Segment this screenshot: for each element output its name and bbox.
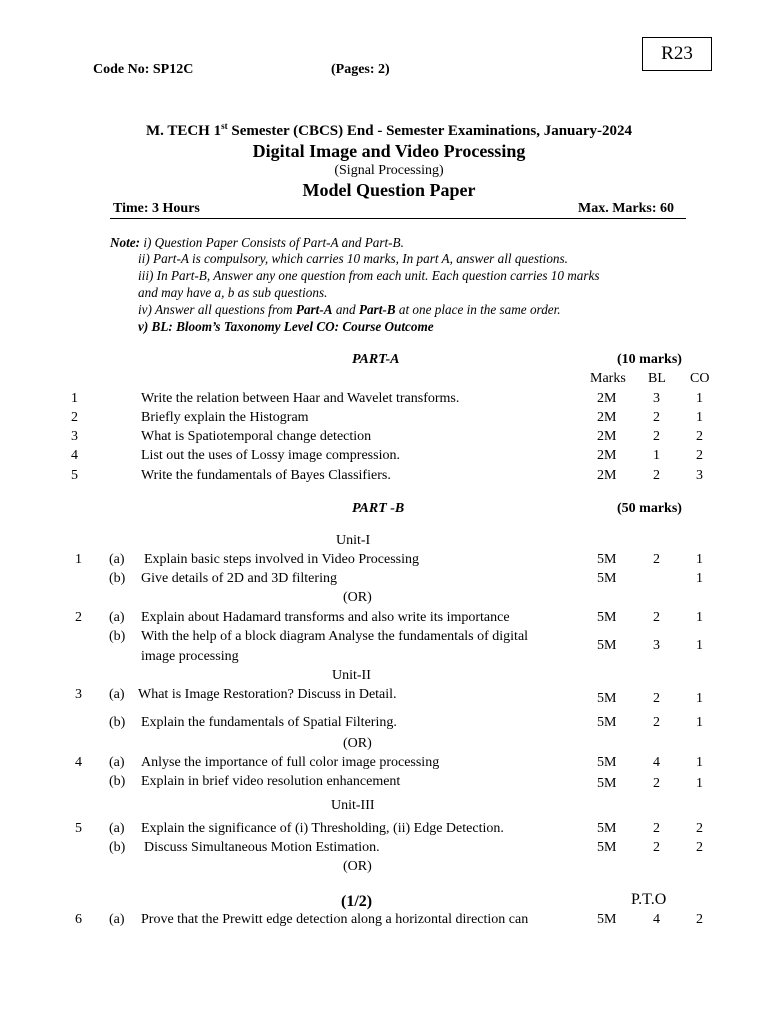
exam-title-sup: st xyxy=(221,121,228,131)
code-number: Code No: SP12C xyxy=(93,62,194,77)
question-marks: 5M xyxy=(597,571,617,586)
unit-1-heading: Unit-I xyxy=(336,533,371,548)
question-text: What is Image Restoration? Discuss in Detail. xyxy=(138,687,397,702)
question-co: 2 xyxy=(696,429,703,444)
question-text: Briefly explain the Histogram xyxy=(141,410,309,425)
question-co: 2 xyxy=(696,448,703,463)
question-bl: 4 xyxy=(653,755,660,770)
subpart-label: (a) xyxy=(109,755,125,770)
question-bl: 2 xyxy=(653,715,660,730)
paper-type: Model Question Paper xyxy=(302,180,476,200)
question-co: 1 xyxy=(696,776,703,791)
subpart-label: (b) xyxy=(109,774,126,789)
col-header-bl: BL xyxy=(648,371,666,386)
question-number: 2 xyxy=(71,410,78,425)
subpart-label: (b) xyxy=(109,715,126,730)
question-text: Prove that the Prewitt edge detection along a horizontal direction can xyxy=(141,912,529,927)
or-separator: (OR) xyxy=(343,590,372,605)
question-text: Explain about Hadamard transforms and also write its importance xyxy=(141,610,510,625)
note-4-mid: and xyxy=(332,302,359,317)
exam-duration: Time: 3 Hours xyxy=(113,201,200,216)
question-co: 2 xyxy=(696,912,703,927)
question-marks: 5M xyxy=(597,821,617,836)
question-text: Write the relation between Haar and Wavelet transforms. xyxy=(141,391,460,406)
subpart-label: (b) xyxy=(109,840,126,855)
question-bl: 2 xyxy=(653,429,660,444)
question-number: 1 xyxy=(75,552,82,567)
page-number: (1/2) xyxy=(341,893,373,910)
max-marks: Max. Marks: 60 xyxy=(578,201,675,216)
question-co: 1 xyxy=(696,410,703,425)
note-4-parta: Part-A xyxy=(295,302,333,317)
question-text-continued: image processing xyxy=(141,649,239,664)
regulation-badge: R23 xyxy=(642,37,712,71)
question-co: 1 xyxy=(696,715,703,730)
question-text: Explain the fundamentals of Spatial Filtering. xyxy=(141,715,397,730)
note-line-3: iii) In Part-B, Answer any one question from each unit. Each question carries 10 marks xyxy=(138,268,600,283)
or-separator: (OR) xyxy=(343,736,372,751)
question-text: Anlyse the importance of full color image processing xyxy=(141,755,440,770)
note-line-2: ii) Part-A is compulsory, which carries 10 marks, In part A, answer all questions. xyxy=(138,251,568,266)
question-marks: 5M xyxy=(597,776,617,791)
question-text: Discuss Simultaneous Motion Estimation. xyxy=(144,840,380,855)
question-co: 2 xyxy=(696,821,703,836)
question-text: Write the fundamentals of Bayes Classifiers. xyxy=(141,468,391,483)
question-number: 4 xyxy=(71,448,78,463)
question-text: Explain the significance of (i) Thresholding, (ii) Edge Detection. xyxy=(141,821,504,836)
question-co: 1 xyxy=(696,571,703,586)
question-bl: 2 xyxy=(653,840,660,855)
question-bl: 2 xyxy=(653,468,660,483)
note-4-partb: Part-B xyxy=(358,302,396,317)
subpart-label: (a) xyxy=(109,610,125,625)
note-line-1 xyxy=(110,235,404,251)
question-bl: 2 xyxy=(653,552,660,567)
question-marks: 5M xyxy=(597,610,617,625)
question-marks: 5M xyxy=(597,715,617,730)
col-header-marks: Marks xyxy=(590,371,626,386)
question-marks: 2M xyxy=(597,410,617,425)
question-bl: 2 xyxy=(653,610,660,625)
question-number: 6 xyxy=(75,912,82,927)
note-4-pre: iv) Answer all questions from xyxy=(138,302,296,317)
question-marks: 5M xyxy=(597,912,617,927)
question-text: Give details of 2D and 3D filtering xyxy=(141,571,337,586)
note-line-3b: and may have a, b as sub questions. xyxy=(138,285,328,300)
exam-title-pre: M. TECH 1 xyxy=(145,123,222,139)
question-bl: 3 xyxy=(653,638,660,653)
question-text: What is Spatiotemporal change detection xyxy=(141,429,372,444)
question-co: 1 xyxy=(696,691,703,706)
note-line-4 xyxy=(138,302,561,318)
question-bl: 4 xyxy=(653,912,660,927)
col-header-co: CO xyxy=(690,371,710,386)
question-bl: 2 xyxy=(653,821,660,836)
note-1-text: i) Question Paper Consists of Part-A and Part-B. xyxy=(140,235,404,250)
question-co: 1 xyxy=(696,610,703,625)
question-co: 2 xyxy=(696,840,703,855)
question-bl: 2 xyxy=(653,691,660,706)
part-a-marks: (10 marks) xyxy=(617,352,682,367)
subpart-label: (b) xyxy=(109,571,126,586)
question-bl: 1 xyxy=(653,448,660,463)
question-marks: 5M xyxy=(597,691,617,706)
subpart-label: (a) xyxy=(109,552,125,567)
question-bl: 2 xyxy=(653,410,660,425)
question-marks: 5M xyxy=(597,638,617,653)
question-co: 1 xyxy=(696,391,703,406)
question-marks: 2M xyxy=(597,391,617,406)
question-number: 2 xyxy=(75,610,82,625)
question-marks: 2M xyxy=(597,468,617,483)
question-co: 1 xyxy=(696,755,703,770)
subpart-label: (a) xyxy=(109,912,125,927)
note-line-5: v) BL: Bloom’s Taxonomy Level CO: Course Outcome xyxy=(138,319,434,334)
question-number: 5 xyxy=(71,468,78,483)
question-marks: 5M xyxy=(597,840,617,855)
question-number: 5 xyxy=(75,821,82,836)
note-4-post: at one place in the same order. xyxy=(395,302,561,317)
exam-title-post: Semester (CBCS) End - Semester Examinations, January-2024 xyxy=(227,123,633,139)
question-text: Explain basic steps involved in Video Processing xyxy=(144,552,419,567)
question-number: 3 xyxy=(71,429,78,444)
question-co: 1 xyxy=(696,638,703,653)
subpart-label: (a) xyxy=(109,821,125,836)
please-turn-over: P.T.O xyxy=(631,891,667,908)
part-a-title: PART-A xyxy=(352,352,400,367)
or-separator: (OR) xyxy=(343,859,372,874)
unit-2-heading: Unit-II xyxy=(332,668,371,683)
question-co: 1 xyxy=(696,552,703,567)
question-number: 4 xyxy=(75,755,82,770)
question-number: 3 xyxy=(75,687,82,702)
header-divider xyxy=(110,218,686,219)
part-b-title: PART -B xyxy=(352,501,405,516)
question-number: 1 xyxy=(71,391,78,406)
subject-title: Digital Image and Video Processing xyxy=(252,141,526,161)
question-text: Explain in brief video resolution enhancement xyxy=(141,774,401,789)
question-marks: 2M xyxy=(597,429,617,444)
question-text: With the help of a block diagram Analyse the fundamentals of digital xyxy=(141,629,529,644)
branch-name: (Signal Processing) xyxy=(334,163,444,178)
subpart-label: (b) xyxy=(109,629,126,644)
question-marks: 2M xyxy=(597,448,617,463)
note-label: Note: xyxy=(110,235,141,250)
question-co: 3 xyxy=(696,468,703,483)
question-marks: 5M xyxy=(597,552,617,567)
exam-title xyxy=(0,121,768,140)
question-text: List out the uses of Lossy image compression. xyxy=(141,448,400,463)
page-count: (Pages: 2) xyxy=(331,62,390,77)
question-bl: 3 xyxy=(653,391,660,406)
unit-3-heading: Unit-III xyxy=(331,798,375,813)
part-b-marks: (50 marks) xyxy=(617,501,682,516)
question-marks: 5M xyxy=(597,755,617,770)
question-bl: 2 xyxy=(653,776,660,791)
subpart-label: (a) xyxy=(109,687,125,702)
